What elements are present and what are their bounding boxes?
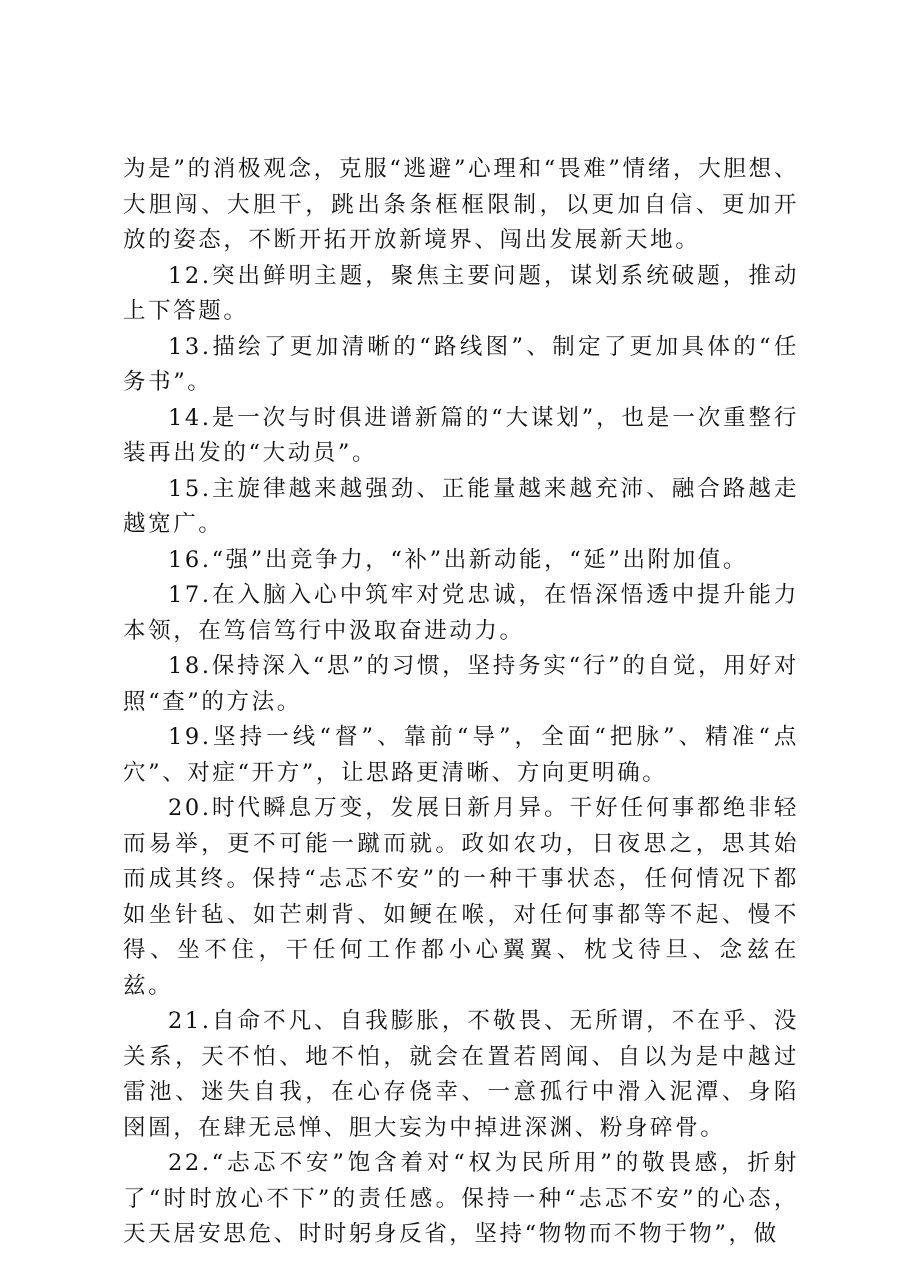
paragraph-item-21: 21.自命不凡、自我膨胀，不敬畏、无所谓，不在乎、没关系，天不怕、地不怕，就会在置若罔闻、自以为是中越过雷池、迷失自我，在心存侥幸、一意孤行中滑入泥潭、身陷囹圄，在肆无忌惮、胆大妄为中掉进深渊、粉身碎骨。 xyxy=(123,1008,799,1141)
paragraph-item-18: 18.保持深入“思”的习惯，坚持务实“行”的自觉，用好对照“查”的方法。 xyxy=(123,653,799,715)
paragraph-item-16: 16.“强”出竞争力，“补”出新动能，“延”出附加值。 xyxy=(168,546,748,573)
paragraph-item-15: 15.主旋律越来越强劲、正能量越来越充沛、融合路越走越宽广。 xyxy=(123,475,799,537)
paragraph-item-17: 17.在入脑入心中筑牢对党忠诚，在悟深悟透中提升能力本领，在笃信笃行中汲取奋进动力。 xyxy=(123,582,799,644)
document-body xyxy=(123,152,799,1253)
paragraph-item-13: 13.描绘了更加清晰的“路线图”、制定了更加具体的“任务书”。 xyxy=(123,333,799,395)
paragraph-item-20: 20.时代瞬息万变，发展日新月异。干好任何事都绝非轻而易举，更不可能一蹴而就。政如农功，日夜思之，思其始而成其终。保持“忐忑不安”的一种干事状态，任何情况下都如坐针毡、如芒刺背、如鲠在喉，对任何事都等不起、慢不得、坐不住，干任何工作都小心翼翼、枕戈待旦、念兹在兹。 xyxy=(123,795,799,999)
paragraph-item-19: 19.坚持一线“督”、靠前“导”，全面“把脉”、精准“点穴”、对症“开方”，让思路更清晰、方向更明确。 xyxy=(123,724,799,786)
paragraph-item-12: 12.突出鲜明主题，聚焦主要问题，谋划系统破题，推动上下答题。 xyxy=(123,262,799,324)
paragraph-item-14: 14.是一次与时俱进谱新篇的“大谋划”，也是一次重整行装再出发的“大动员”。 xyxy=(123,404,799,466)
paragraph-item-22: 22.“忐忑不安”饱含着对“权为民所用”的敬畏感，折射了“时时放心不下”的责任感。保持一种“忐忑不安”的心态，天天居安思危、时时躬身反省，坚持“物物而不物于物”，做 xyxy=(123,1150,799,1247)
paragraph-continuation: 为是”的消极观念，克服“逃避”心理和“畏难”情绪，大胆想、大胆闯、大胆干，跳出条条框框限制，以更加自信、更加开放的姿态，不断开拓开放新境界、闯出发展新天地。 xyxy=(123,156,799,253)
